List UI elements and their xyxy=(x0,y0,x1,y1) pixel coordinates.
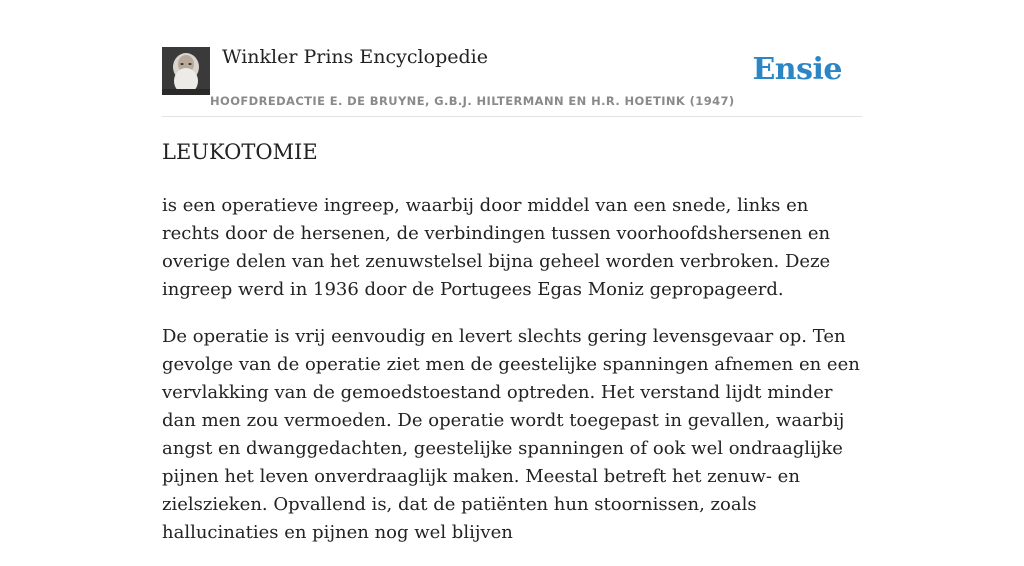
portrait-photo-icon[interactable] xyxy=(162,47,210,95)
article-paragraph: is een operatieve ingreep, waarbij door middel van een snede, links en rechts door de hersenen, de verbindingen tussen voorhoofdshersenen en overige delen van het zenuwstelsel bijna geheel worden verbroken. Deze ingreep werd in 1936 door de Portugees Egas Moniz gepropageerd. xyxy=(162,195,831,300)
article-paragraph: De operatie is vrij eenvoudig en levert slechts gering levensgevaar op. Ten gevolge van de operatie ziet men de geestelijke spanningen afnemen en een vervlakking van de gemoedstoestand optreden. Het verstand lijdt minder dan men zou vermoeden. De operatie wordt toegepast in gevallen, waarbij angst en dwanggedachten, geestelijke spanningen of ook wel ondraaglijke pijnen het leven onverdraaglijk maken. Meestal betreft het zenuw- en zielszieken. Opvallend is, dat de patiënten hun stoornissen, zoals hallucinaties en pijnen nog wel blijven xyxy=(162,326,860,543)
publication-editors: HOOFDREDACTIE E. DE BRUYNE, G.B.J. HILTERMANN EN H.R. HOETINK (1947) xyxy=(210,94,735,108)
ensie-logo[interactable]: Ensie xyxy=(752,52,842,87)
article-title: LEUKOTOMIE xyxy=(162,140,318,164)
article-body xyxy=(162,192,864,566)
publication-title[interactable]: Winkler Prins Encyclopedie xyxy=(222,46,488,68)
publication-header xyxy=(162,40,862,117)
